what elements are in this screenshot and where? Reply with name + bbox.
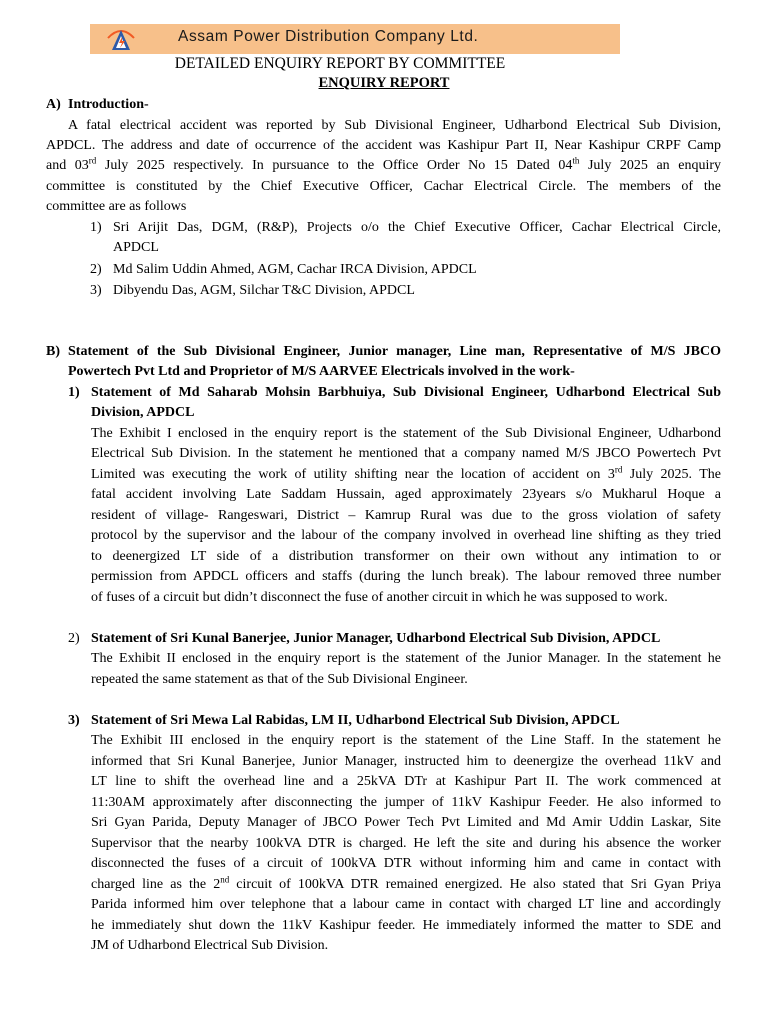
statement-line: LT line to shift the overhead line and a 25kVA DTr at Kashipur Part II. The work commenced at (91, 774, 721, 789)
statement-line: resident of village- Rangeswari, District – Kamrup Rural was due to the gross violation of safety (91, 508, 721, 523)
member-number: 3) (90, 283, 102, 298)
statement-line: Limited was executing the work of utility shifting near the location of accident on 3rd July 2025. The (91, 464, 721, 482)
company-banner (90, 24, 620, 54)
statement-line: repeated the same statement as that of the Sub Divisional Engineer. (91, 672, 468, 687)
member-text: APDCL (113, 240, 159, 255)
statement-title: Statement of Sri Mewa Lal Rabidas, LM II, Udharbond Electrical Sub Division, APDCL (91, 713, 620, 728)
intro-line: APDCL. The address and date of occurrence of the accident was Kashipur Part II, Near Kashipur CRPF Camp (46, 138, 721, 153)
apdcl-logo-icon (106, 26, 136, 52)
statement-line: Supervisor that the nearby 100kVA DTR is charged. He left the site and during his absence the worker (91, 836, 721, 851)
statement-title: Statement of Sri Kunal Banerjee, Junior Manager, Udharbond Electrical Sub Division, APDCL (91, 631, 661, 646)
statement-line: The Exhibit III enclosed in the enquiry report is the statement of the Line Staff. In the statement he (91, 733, 721, 748)
statement-number: 3) (68, 713, 80, 728)
statement-line: 11:30AM approximately after disconnecting the jumper of 11kV Kashipur Feeder. He also informed to (91, 795, 721, 810)
intro-line: A fatal electrical accident was reported by Sub Divisional Engineer, Udharbond Electrical Sub Division, (68, 118, 721, 133)
report-title: DETAILED ENQUIRY REPORT BY COMMITTEE (174, 55, 506, 72)
member-number: 1) (90, 220, 102, 235)
intro-line: committee are as follows (46, 199, 187, 214)
statement-line: permission from APDCL officers and staffs (during the lunch break). The labour removed three number (91, 569, 721, 584)
statement-line: The Exhibit I enclosed in the enquiry report is the statement of the Sub Divisional Engineer, Udharbond (91, 426, 721, 441)
section-b-heading: Statement of the Sub Divisional Engineer, Junior manager, Line man, Representative of M/S JBCO (68, 344, 721, 359)
statement-line: Sri Gyan Parida, Deputy Manager of JBCO Power Tech Pvt Limited and Md Amir Uddin Laskar, Site (91, 815, 721, 830)
statement-line: Parida informed him over telephone that a labour came in contact with charged LT line and accordingly (91, 897, 721, 912)
member-number: 2) (90, 262, 102, 277)
statement-line: The Exhibit II enclosed in the enquiry report is the statement of the Junior Manager. In the statement he (91, 651, 721, 666)
intro-line: committee is constituted by the Chief Executive Officer, Cachar Electrical Circle. The members of the (46, 179, 721, 194)
member-text: Sri Arijit Das, DGM, (R&P), Projects o/o the Chief Executive Officer, Cachar Electrical Circle, (113, 220, 721, 235)
member-text: Dibyendu Das, AGM, Silchar T&C Division, APDCL (113, 283, 415, 298)
statement-line: charged line as the 2nd circuit of 100kVA DTR remained energized. He also stated that Sri Gyan Priya (91, 874, 721, 892)
statement-line: he immediately shut down the 11kV Kashipur feeder. He immediately informed the matter to SDE and (91, 918, 721, 933)
statement-line: informed that Sri Kunal Banerjee, Junior Manager, instructed him to deenergize the overhead 11kV and (91, 754, 721, 769)
section-b-heading: Powertech Pvt Ltd and Proprietor of M/S AARVEE Electricals involved in the work- (68, 364, 575, 379)
statement-number: 2) (68, 631, 80, 646)
company-name: Assam Power Distribution Company Ltd. (178, 28, 479, 45)
statement-number: 1) (68, 385, 80, 400)
statement-line: to deenergized LT side of a distribution transformer on their own without any intimation to or (91, 549, 721, 564)
report-subtitle: ENQUIRY REPORT (318, 75, 450, 91)
intro-line: and 03rd July 2025 respectively. In pursuance to the Office Order No 15 Dated 04th July 2025 an enquiry (46, 155, 722, 173)
statement-line: fatal accident involving Late Saddam Hussain, aged approximately 23years s/o Mukharul Hoque a (91, 487, 721, 502)
statement-title: Statement of Md Saharab Mohsin Barbhuiya, Sub Divisional Engineer, Udharbond Electrical Sub (91, 385, 721, 400)
member-text: Md Salim Uddin Ahmed, AGM, Cachar IRCA Division, APDCL (113, 262, 477, 277)
statement-line: of fuses of a circuit but didn’t disconnect the fuse of another circuit in which he was supposed to work. (91, 590, 668, 605)
statement-title: Division, APDCL (91, 405, 195, 420)
statement-line: Electrical Sub Division. In the statement he mentioned that a company named M/S JBCO Powertech Pvt (91, 446, 721, 461)
section-b-marker: B) (46, 344, 60, 359)
section-a-marker: A) (46, 97, 61, 112)
statement-line: JM of Udharbond Electrical Sub Division. (91, 938, 329, 953)
statement-line: disconnected the fuses of a circuit of 100kVA DTR without informing him and came in contact with (91, 856, 721, 871)
statement-line: protocol by the supervisor and the labour of the company involved in overhead line shifting as they tried (91, 528, 721, 543)
section-a-heading: Introduction- (68, 97, 149, 112)
